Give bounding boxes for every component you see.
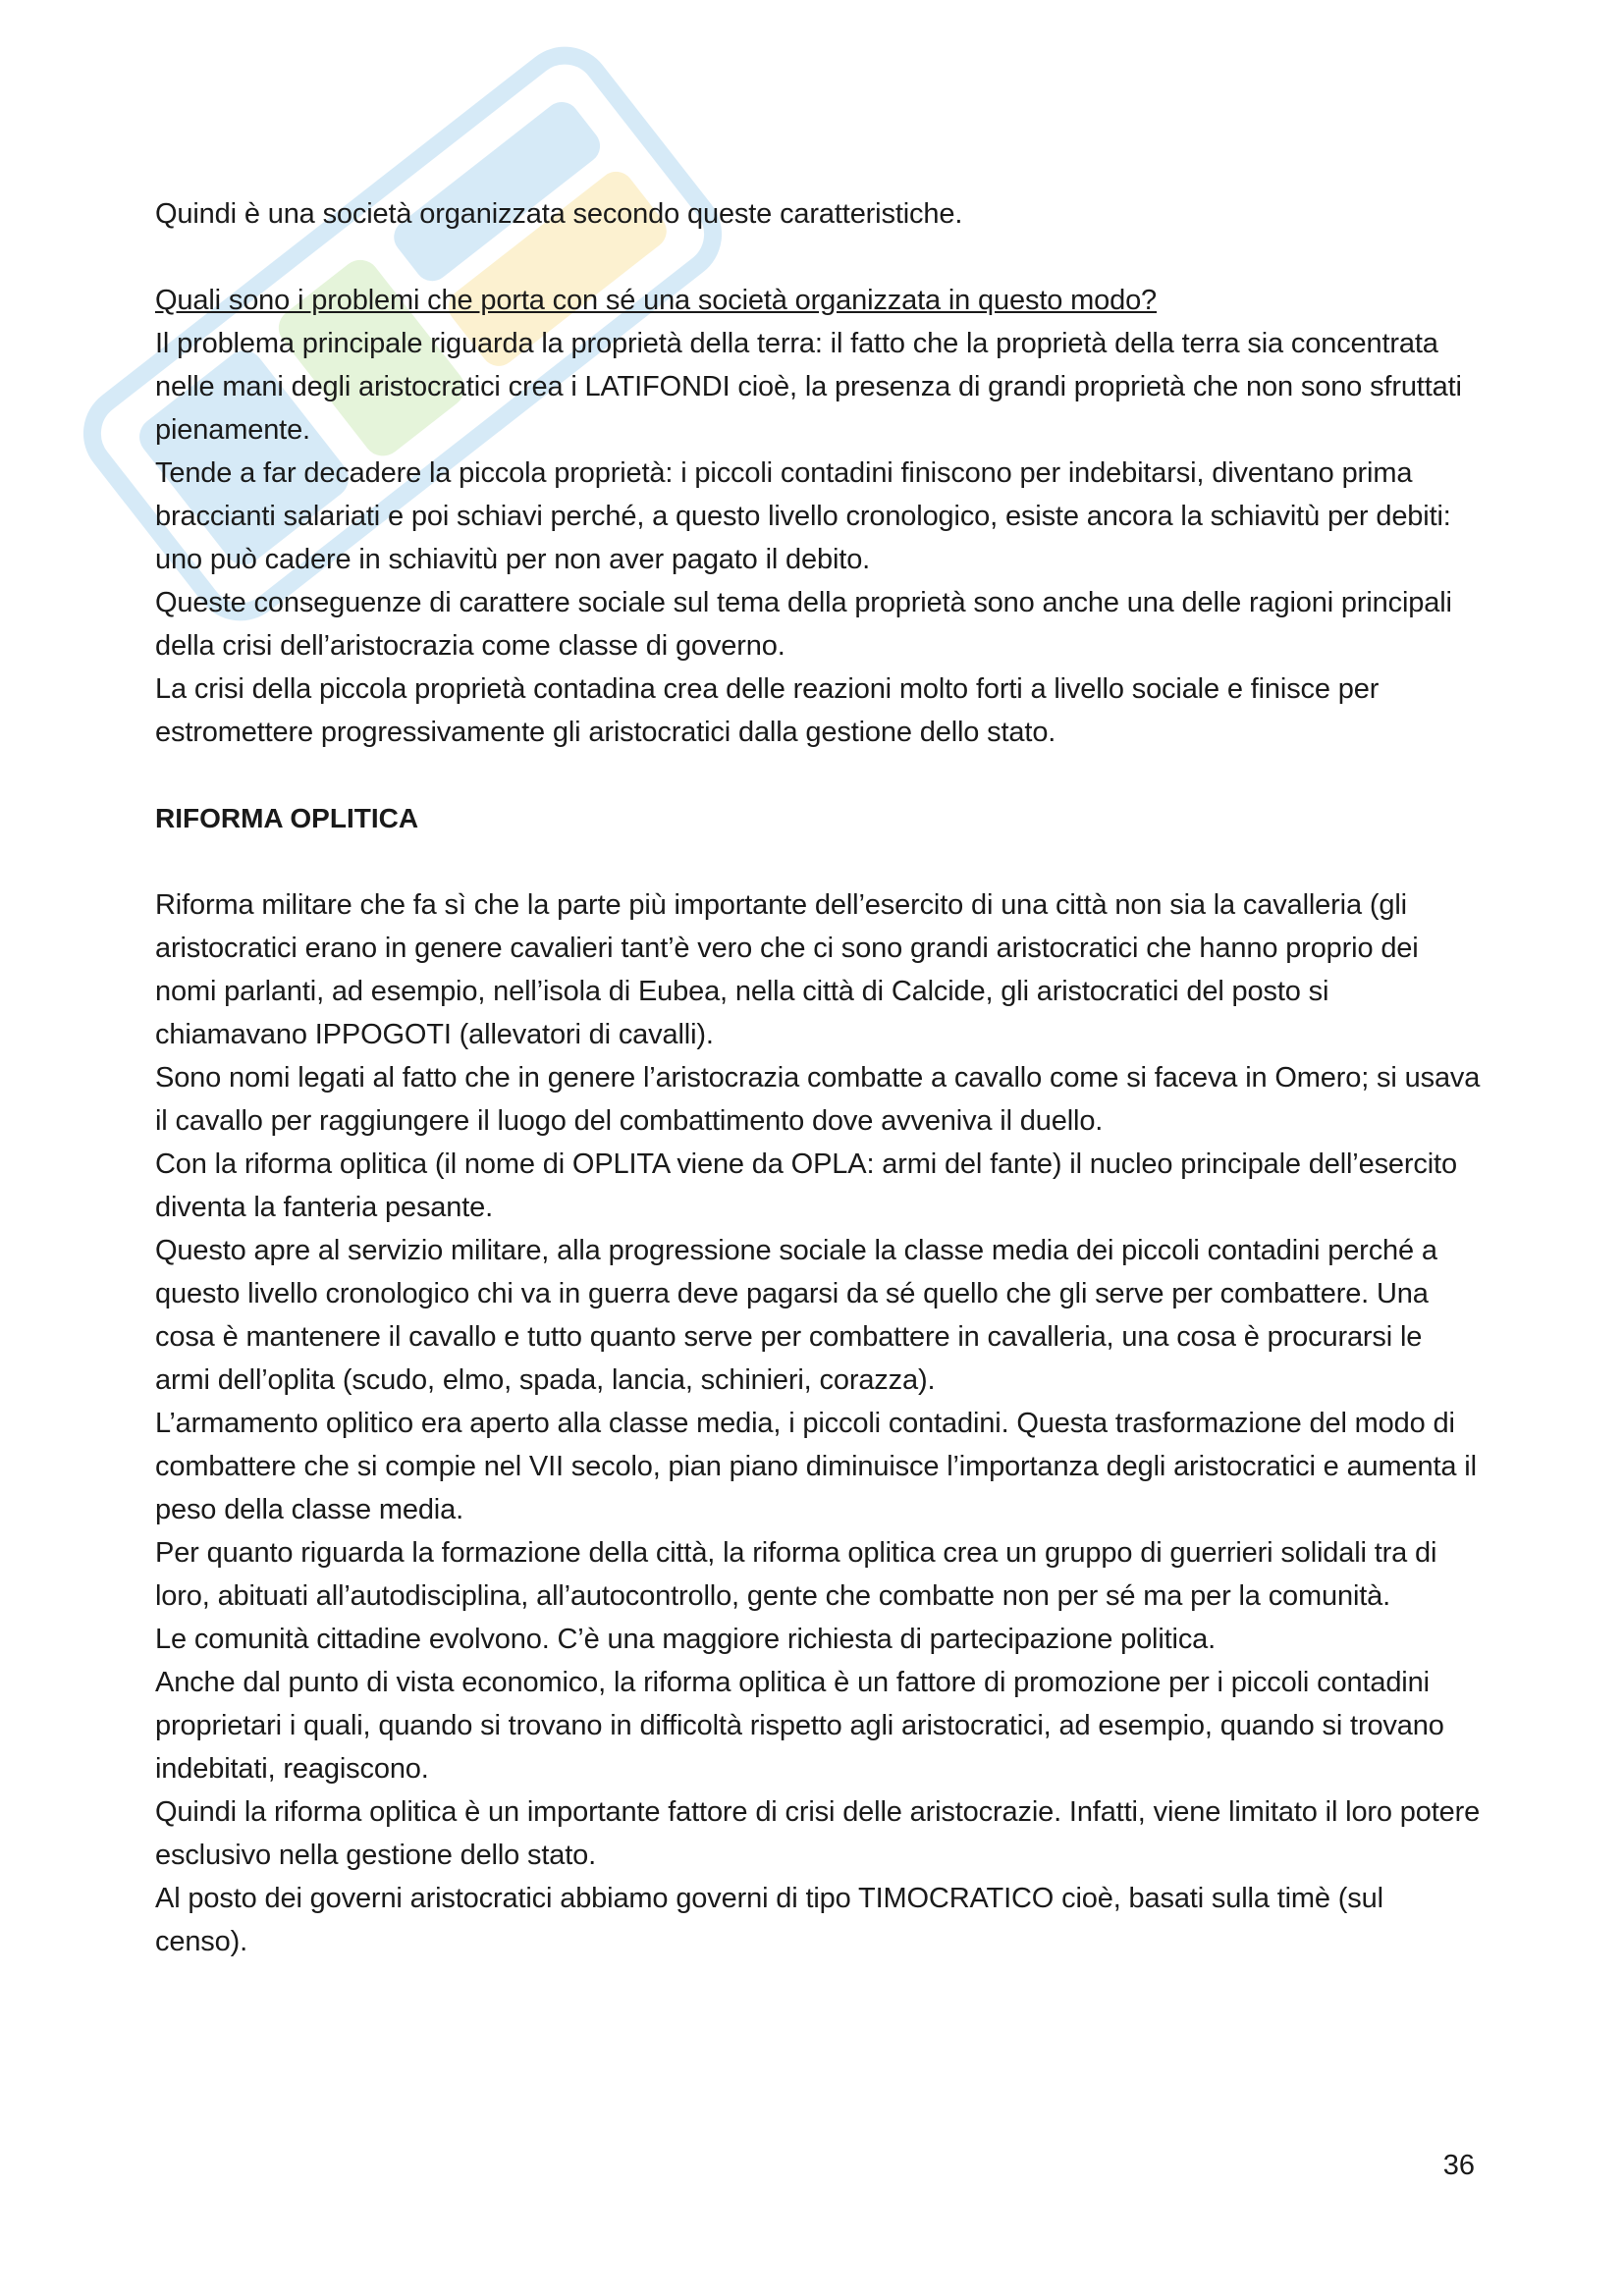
paragraph: Con la riforma oplitica (il nome di OPLITA viene da OPLA: armi del fante) il nucleo principale dell’esercito diventa la fanteria pesante. (155, 1148, 1457, 1223)
paragraph: Al posto dei governi aristocratici abbiamo governi di tipo TIMOCRATICO cioè, basati sulla timè (sul censo). (155, 1883, 1383, 1957)
paragraph: Sono nomi legati al fatto che in genere l’aristocrazia combatte a cavallo come si faceva in Omero; si usava il cavallo per raggiungere il luogo del combattimento dove avveniva il duello. (155, 1062, 1481, 1137)
spacer (155, 236, 1481, 279)
document-page (155, 192, 1481, 1963)
page-number: 36 (1442, 2150, 1475, 2181)
paragraph: Le comunità cittadine evolvono. C’è una maggiore richiesta di partecipazione politica. (155, 1624, 1217, 1655)
paragraph: Queste conseguenze di carattere sociale sul tema della proprietà sono anche una delle ragioni principali della crisi dell’aristocrazia come classe di governo. (155, 587, 1452, 662)
paragraph: Anche dal punto di vista economico, la riforma oplitica è un fattore di promozione per i piccoli contadini proprietari i quali, quando si trovano in difficoltà rispetto agli aristocratici, ad esempio, quando si trovano indebitati, reagiscono. (155, 1667, 1444, 1785)
paragraph: Tende a far decadere la piccola proprietà: i piccoli contadini finiscono per indebitarsi, diventano prima braccianti salariati e poi schiavi perché, a questo livello cronologico, esiste ancora la schiavitù per debiti: uno può cadere in schiavitù per non aver pagato il debito. (155, 457, 1451, 575)
section-question: Quali sono i problemi che porta con sé una società organizzata in questo modo? (155, 285, 1158, 316)
paragraph: Quindi la riforma oplitica è un importante fattore di crisi delle aristocrazie. Infatti, viene limitato il loro potere esclusivo nella gestione dello stato. (155, 1796, 1481, 1871)
paragraph: Per quanto riguarda la formazione della città, la riforma oplitica crea un gruppo di guerrieri solidali tra di loro, abituati all’autodisciplina, all’autocontrollo, gente che combatte non per sé ma per la comunità. (155, 1537, 1437, 1612)
spacer (155, 840, 1481, 883)
paragraph: L’armamento oplitico era aperto alla classe media, i piccoli contadini. Questa trasformazione del modo di combattere che si compie nel VII secolo, pian piano diminuisce l’importanza degli aristocratici e aumenta il peso della classe media. (155, 1408, 1477, 1525)
section-heading: RIFORMA OPLITICA (155, 803, 419, 833)
paragraph: Questo apre al servizio militare, alla progressione sociale la classe media dei piccoli contadini perché a questo livello cronologico chi va in guerra deve pagarsi da sé quello che gli serve per combattere. Una cosa è mantenere il cavallo e tutto quanto serve per combattere in cavalleria, una cosa è procurarsi le armi dell’oplita (scudo, elmo, spada, lancia, schinieri, corazza). (155, 1235, 1437, 1396)
intro-paragraph: Quindi è una società organizzata secondo queste caratteristiche. (155, 198, 963, 230)
paragraph: La crisi della piccola proprietà contadina crea delle reazioni molto forti a livello sociale e finisce per estromettere progressivamente gli aristocratici dalla gestione dello stato. (155, 673, 1380, 748)
spacer (155, 754, 1481, 797)
paragraph: Riforma militare che fa sì che la parte più importante dell’esercito di una città non sia la cavalleria (gli aristocratici erano in genere cavalieri tant’è vero che ci sono grandi aristocratici che hanno proprio dei nomi parlanti, ad esempio, nell’isola di Eubea, nella città di Calcide, gli aristocratici del posto si chiamavano IPPOGOTI (allevatori di cavalli). (155, 889, 1419, 1050)
paragraph: Il problema principale riguarda la proprietà della terra: il fatto che la proprietà della terra sia concentrata nelle mani degli aristocratici crea i LATIFONDI cioè, la presenza di grandi proprietà che non sono sfruttati pienamente. (155, 328, 1462, 446)
